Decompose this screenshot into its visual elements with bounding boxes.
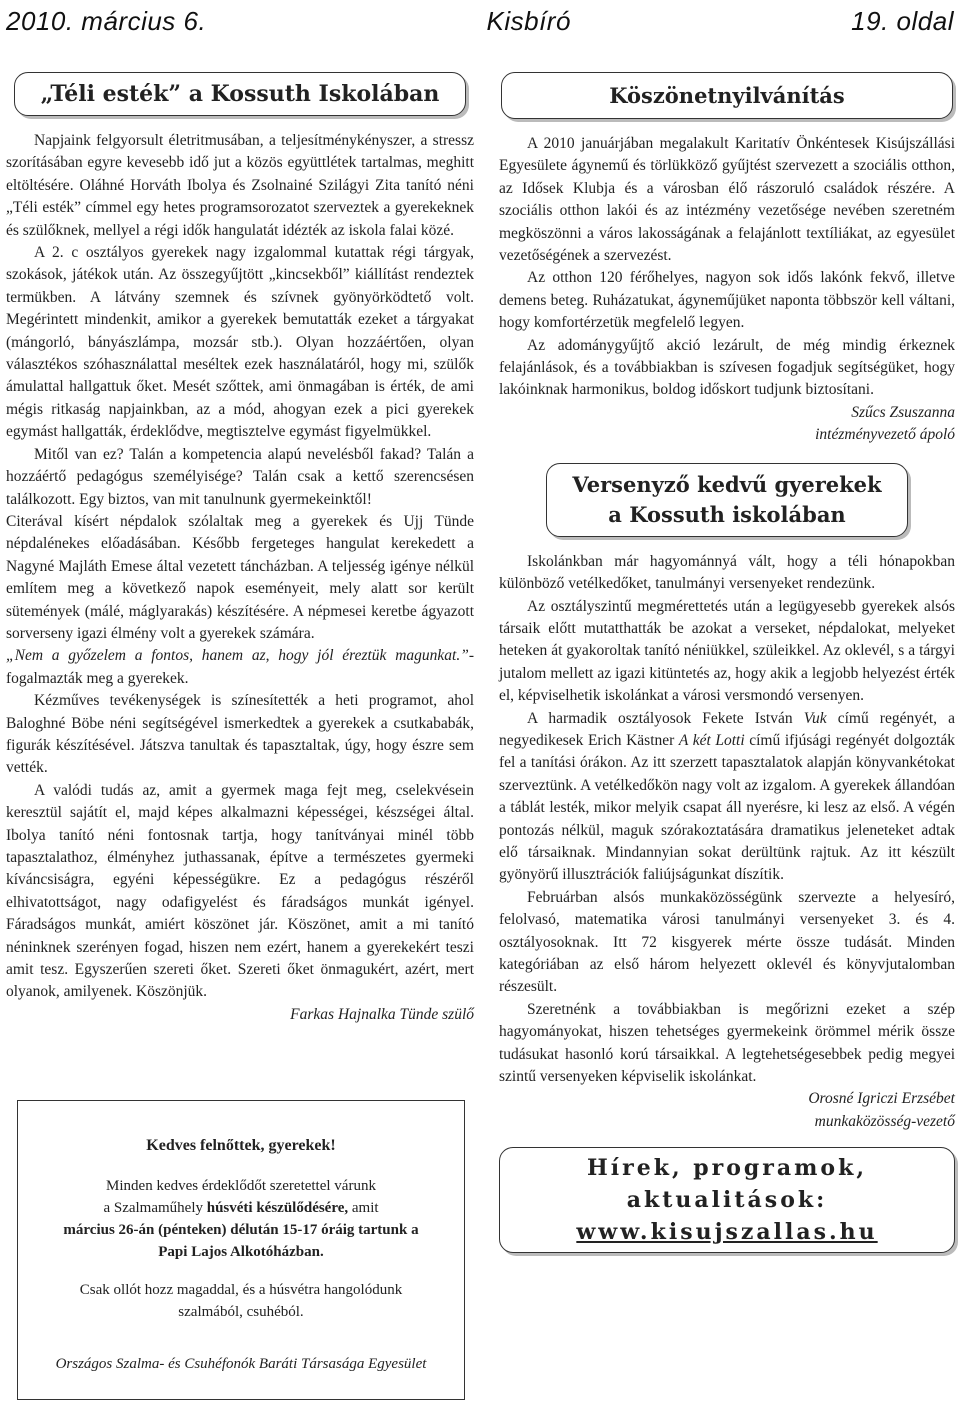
notice-line: Csak ollót hozz magaddal, és a húsvétra hangolódunk <box>79 1282 403 1298</box>
article-quote: „Nem a győzelem a fontos, hanem az, hogy jól éreztük magunkat.” <box>6 647 469 665</box>
website-link[interactable]: www.kisujszallas.hu <box>576 1219 878 1246</box>
article-paragraph: A valódi tudás az, amit a gyermek maga fejt meg, cselekvésein keresztül sajátít el, majd képes alkalmazni képességei, készségei által. Ibolya tanító néni fontosnak tartja, hogy tanítványai minél több tapasztalathoz, élményhez juthassanak, építve a természetes gyermeki kíváncsiságra, egyéni képességükre. Ez a pedagógus részéről elhivatottságot, nagy odafigyelést és fáradságos munkát igényel. Fáradságos munkát, amiért köszönet jár. Köszönet, amit a mi tanító néninknek szerényen fogad, hiszen nem ezért, hanem a gyerekekért teszi amit tesz. Egyszerűen szereti őket. Szereti őket önmagukért, azért, mert olyanok, amilyenek. Köszönjük. <box>6 781 474 1001</box>
article-quote-line <box>6 645 474 690</box>
notice-box <box>17 1100 465 1400</box>
article-paragraph: A 2. c osztályos gyerekek nagy izgalommal kutattak régi tárgyak, szokások, játékok után. Az összegyűjtött „kincsekből” kiállítást rendeztek termükben. A látvány szemnek és szívnek gyönyörködtető volt. Megérintett mindenkit, amikor a gyerekek bemutatták ezeket a tárgyakat (mángorló, bányászlámpa, mozsár stb.). Olyan hozzáértően, olyan választékos szóhasználattal meséltek ezek használatáról, hogy mi, szülők ámulattal hallgattuk őket. Mesét szőttek, ami önmagában is érték, de ami mégis ritkaság napjainkban, az a mód, ahogyan ezek a pici gyerekek egymást hallgatták, érdeklődve, megtisztelve egymást figyelmükkel. <box>6 244 474 441</box>
article-title-koszonet: Köszönetnyilvánítás <box>501 72 953 119</box>
notice-signature: Országos Szalma- és Csuhéfonók Baráti Társasága Egyesület <box>55 1356 427 1372</box>
left-column <box>6 72 474 1026</box>
text: című regényét, a negyedikesek Erich Kästner <box>499 709 955 749</box>
article-paragraph: Kézműves tevékenységek is színesítették a heti programot, ahol Baloghné Böbe néni segítségével ismerkedtek a gyerekek a csutkababák, figurák készítésével. Játszva tanultak és tapasztaltak, úgy, hogy észre sem vették. <box>6 692 474 777</box>
article-signature-name: Orosné Igriczi Erzsébet <box>808 1090 955 1108</box>
article-signature-name: Szűcs Zsuszanna <box>851 403 955 421</box>
article-signature: Farkas Hajnalka Tünde szülő <box>290 1005 474 1023</box>
notice-text: amit <box>348 1200 379 1216</box>
article-title-versenyzo <box>546 463 908 537</box>
article-paragraph: Szeretnénk a továbbiakban is megőrizni ezeket a szép hagyományokat, hiszen tehetséges gyermekeink örömmel mérik össze tudásukat hasonló korú társaikkal. A legtehetségesebbek pedig megyei szintű versenyeken képviselik iskolánkat. <box>499 1000 955 1086</box>
article-paragraph: Az otthon 120 férőhelyes, nagyon sok idős lakónk fekvő, illetve demens beteg. Ruházatukat, ágyneműjüket naponta többször kell váltani, hogy komfortérzetük megfelelő legyen. <box>499 269 955 332</box>
text: A harmadik osztályosok Fekete István <box>527 709 804 727</box>
article-title-teli-estek: „Téli esték” a Kossuth Iskolában <box>14 72 466 116</box>
book-title: A két Lotti <box>678 731 745 749</box>
notice-date-line: március 26-án (pénteken) délután 15-17 óráig tartunk a <box>63 1222 419 1238</box>
article-paragraph: Napjaink felgyorsult életritmusában, a teljesítménykényszer, a stressz szorításában egyre kevesebb idő jut a közös együttlétek tartalmas, meghitt eltöltésére. Oláhné Horváth Ibolya és Zsolnainé Szilágyi Zita tanító néni „Téli esték” címmel egy hetes programsorozatot szerveztek a gyerekeknek és szülőknek, mellyel a régi idők hangulatát idézték az iskola falai közé. <box>6 132 474 239</box>
article-signature-role: munkaközösség-vezető <box>814 1112 955 1130</box>
header-page: 19. oldal <box>851 5 954 36</box>
article-signature-role: intézményvezető ápoló <box>815 426 955 444</box>
article-paragraph: Citerával kísért népdalok szólaltak meg a gyerekek és Ujj Tünde népdalénekes előadásában. Később fergeteges hangulat kerekedett a Nagyné Majláth Emese által vezetett táncházban. A teljesség igénye nélkül említem meg a következő napok eseményeit, mely alatt sor került sütemények (málé, máglyarakás) készítésére. A népmesei keretbe ágyazott sorverseny igazi élmény volt a gyerekek számára. <box>6 512 474 642</box>
banner-text: Hírek, programok, aktualitások: <box>586 1155 868 1214</box>
title-line: Versenyző kedvű gyerekek <box>572 471 882 497</box>
article-paragraph: Februárban alsós munkaközösségünk szervezte a helyesíró, felolvasó, matematika városi tanulmányi versenyeket 3. és 4. osztályosoknak. Itt 72 kisgyerek mérte össze tudását. Minden kategóriában az első három helyezett oklevél és könyvjutalomban részesült. <box>499 888 955 996</box>
news-banner <box>499 1147 955 1253</box>
text: című ifjúsági regényét dolgozták fel a tanítási órákon. Az itt szerzett tapasztalatok alapján könyvankétokat szerveztünk. A vetélkedőkön nagy volt az izgalom. A gyerekek állandóan a táblát lesték, mikor melyik csapat áll nyerésre, ki lesz az első. A végén pontozás nélkül, maguk szórakoztatására dramatikus jeleneteket adtak elő társaiknak. Mindannyian sokat derültünk rajtuk. Az itt készült gyönyörű illusztrációk faliújságunkat díszítik. <box>499 731 955 884</box>
right-column <box>499 72 955 1253</box>
notice-highlight: húsvéti készülődésére, <box>206 1200 349 1216</box>
header-date: 2010. március 6. <box>6 5 207 36</box>
article-paragraph: Iskolánkban már hagyománnyá vált, hogy a téli hónapokban különböző vetélkedőket, tanulmányi versenyeket rendezünk. <box>499 552 955 593</box>
notice-heading: Kedves felnőttek, gyerekek! <box>146 1137 336 1154</box>
article-paragraph: A 2010 januárjában megalakult Karitatív Önkéntesek Kisújszállási Egyesülete ágynemű és törlükköző gyűjtést szervezett a szociális otthon, az Idősek Klubja és a városban élő rászoruló családok részére. A szociális otthon lakói és az intézmény vezetősége nevében szeretném megköszönni a város lakosságának a felajánlott textíliákat, az egyesület vezetőségének a szervezést. <box>499 135 955 265</box>
article-paragraph: Az osztályszintű megmérettetés után a legügyesebb gyerekek alsós társaik előtt mutatthatták be azokat a verseket, népdalokat, melyeket heteken át gyakoroltak tanító néniükkel, szüleikkel. Az oklevél, s a tárgyi jutalom mellett az igazi kitüntetés az, hogy akik a legjobb helyezést érték el, képviselhetik iskolánkat a városi versmondó versenyen. <box>499 597 955 705</box>
notice-line: Minden kedves érdeklődőt szeretettel várunk <box>106 1178 376 1194</box>
title-line: a Kossuth iskolában <box>608 501 846 527</box>
article-paragraph: Mitől van ez? Talán a kompetencia alapú nevelésből fakad? Talán a hozzáértő pedagógus személyisége? Talán csak a kettő szerencsésen találkozott. Egy biztos, van mit tanulnunk gyermekeinktől! <box>6 445 474 508</box>
article-paragraph <box>499 708 955 887</box>
notice-venue: Papi Lajos Alkotóházban. <box>158 1244 324 1260</box>
header-place: Kisbíró <box>486 5 571 36</box>
article-quote-tail: - fogalmazták meg a gyerekek. <box>6 647 474 687</box>
notice-text: a Szalmaműhely <box>103 1200 207 1216</box>
notice-line <box>18 1197 464 1219</box>
book-title: Vuk <box>803 709 827 727</box>
page-header <box>0 0 960 42</box>
notice-line: szalmából, csuhéból. <box>178 1304 304 1320</box>
article-paragraph: Az adománygyűjtő akció lezárult, de még mindig érkeznek felajánlások, és a továbbiakban is szívesen fogadjuk segítségüket, hogy lakóinknak harmonikus, boldog időskort tudjunk biztosítani. <box>499 336 955 399</box>
